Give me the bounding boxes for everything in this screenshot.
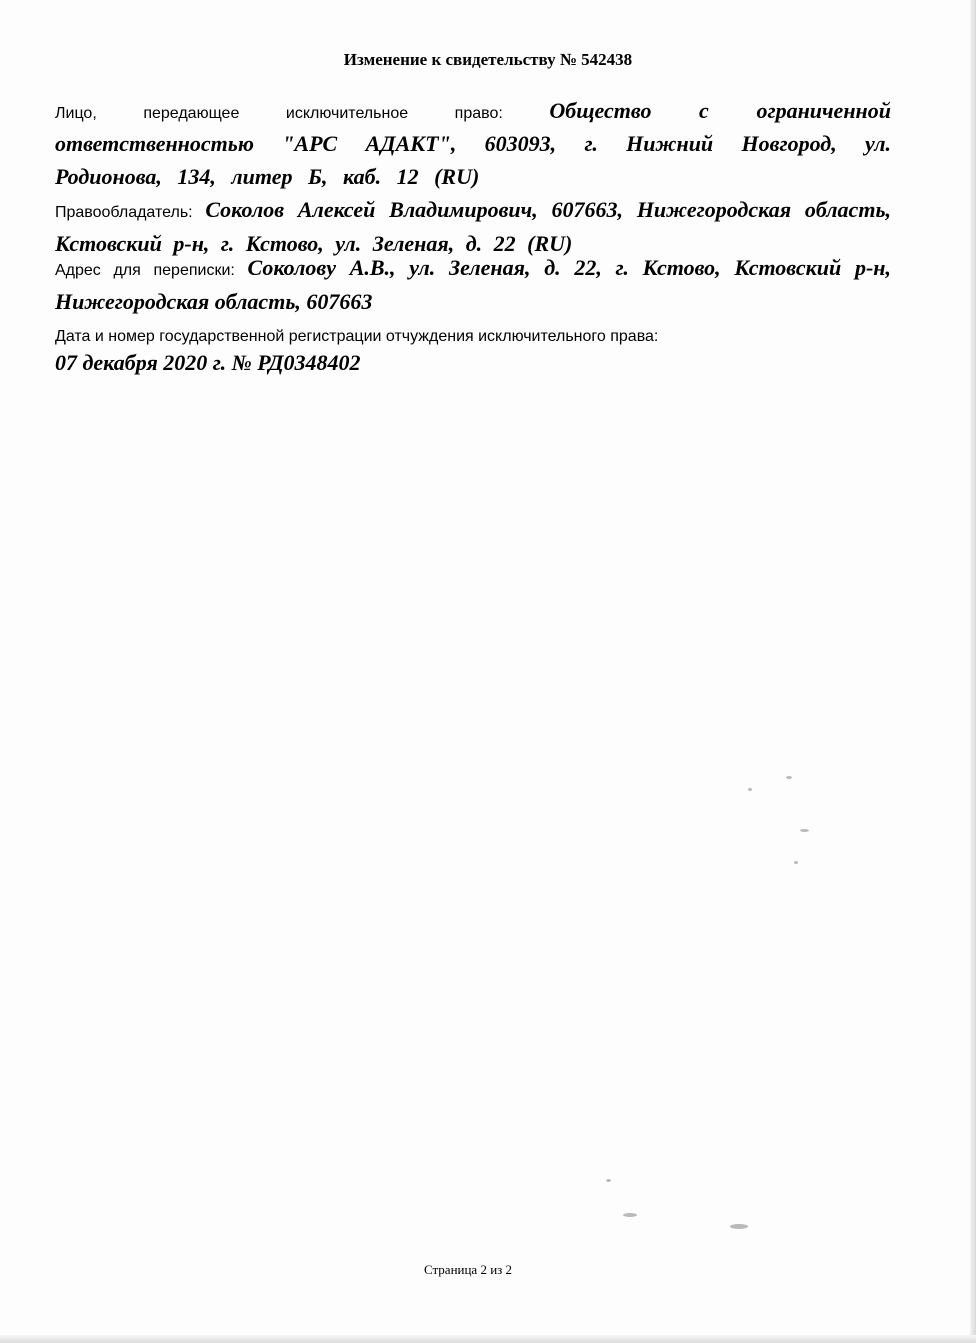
page-number: Страница 2 из 2	[423, 1262, 513, 1277]
registration-label: Дата и номер государственной регистрации отчуждения исключительного права:	[55, 328, 659, 345]
scan-speck	[786, 776, 792, 779]
correspondence-block	[55, 252, 891, 320]
correspondence-value: Соколову А.В., ул. Зеленая, д. 22, г. Кстово, Кстовский р-н, Нижегородская область, 607663	[55, 255, 891, 314]
scan-speck	[748, 788, 752, 791]
scan-speck	[730, 1224, 748, 1229]
transferor-block	[55, 96, 891, 195]
page-edge-bottom	[0, 1335, 976, 1343]
registration-block	[55, 324, 891, 376]
scan-speck	[800, 829, 809, 832]
page-edge-right	[970, 0, 976, 1343]
registration-value: 07 декабря 2020 г. № РД0348402	[55, 350, 361, 375]
scan-speck	[623, 1213, 637, 1217]
transferor-value: Общество с ограниченной ответственностью "АРС АДАКТ", 603093, г. Нижний Новгород, ул. Родионова, 134, литер Б, каб. 12 (RU)	[55, 98, 891, 189]
scan-speck	[794, 861, 798, 864]
correspondence-label: Адрес для переписки:	[55, 262, 248, 279]
transferor-label: Лицо, передающее исключительное право:	[55, 105, 550, 122]
holder-value: Соколов Алексей Владимирович, 607663, Нижегородская область, Кстовский р-н, г. Кстово, ул. Зеленая, д. 22 (RU)	[55, 197, 891, 256]
document-title: Изменение к свидетельству № 542438	[343, 50, 633, 69]
scan-speck	[606, 1179, 611, 1182]
holder-label: Правообладатель:	[55, 204, 206, 221]
